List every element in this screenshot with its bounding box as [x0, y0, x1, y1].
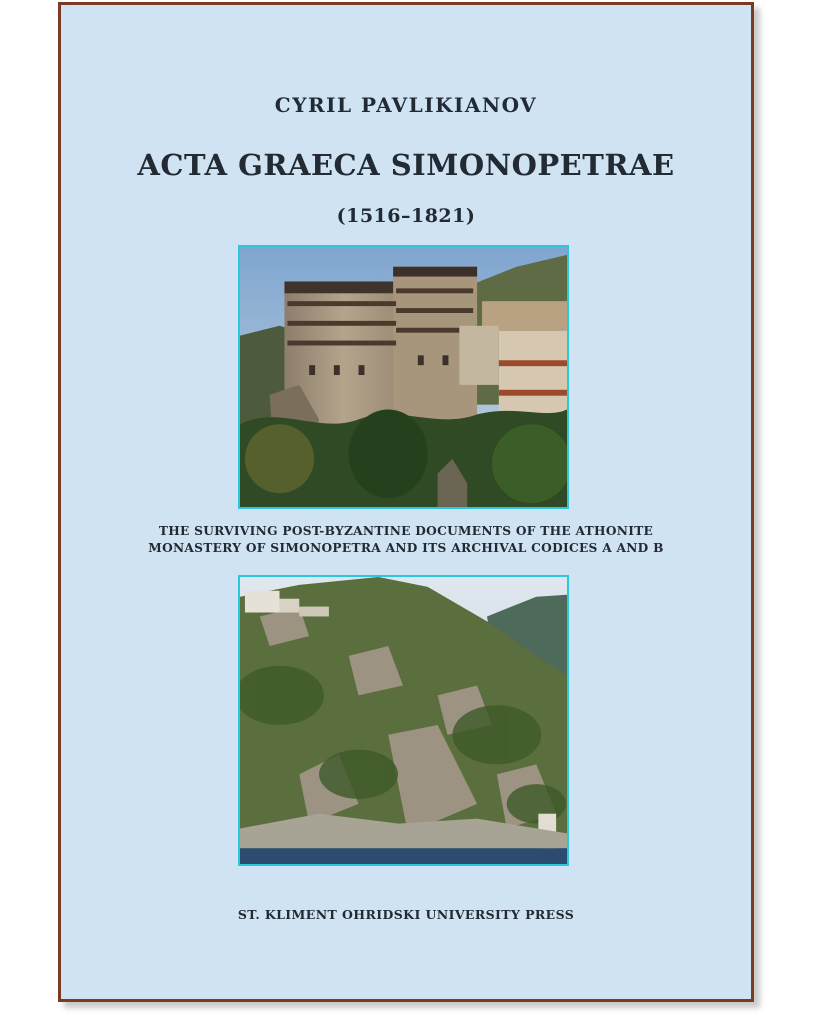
publisher: ST. KLIMENT OHRIDSKI UNIVERSITY PRESS: [237, 907, 575, 922]
monastery-illustration: [240, 247, 567, 507]
author-name: CYRIL PAVLIKIANOV: [274, 93, 538, 117]
monastery-photo: [238, 245, 569, 509]
subtitle: [61, 523, 751, 557]
subtitle-line-1: THE SURVIVING POST-BYZANTINE DOCUMENTS OF THE ATHONITE: [158, 524, 654, 538]
coast-illustration: [240, 577, 567, 864]
subtitle-line-2: MONASTERY OF SIMONOPETRA AND ITS ARCHIVAL CODICES A AND B: [148, 541, 664, 555]
date-range: (1516–1821): [336, 205, 476, 227]
mountain-coast-photo: [238, 575, 569, 866]
book-title: ACTA GRAECA SIMONOPETRAE: [137, 148, 675, 182]
book-cover: [58, 2, 754, 1002]
